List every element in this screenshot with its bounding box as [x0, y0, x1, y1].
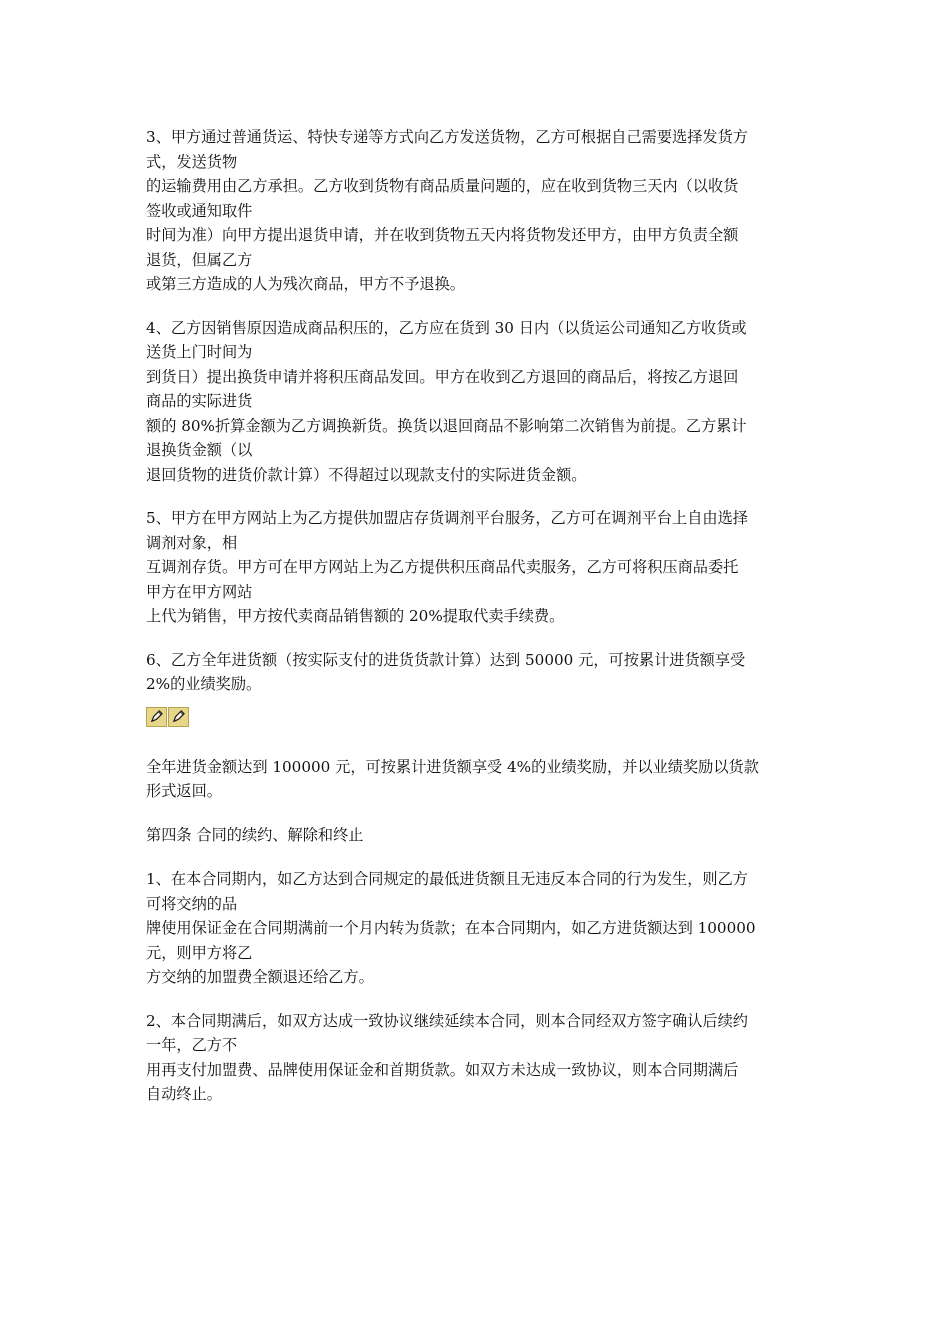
text-line: 形式返回。	[146, 782, 222, 800]
text-line: 元，则甲方将乙	[146, 943, 253, 962]
text-line: 5、甲方在甲方网站上为乙方提供加盟店存货调剂平台服务，乙方可在调剂平台上自由选择	[146, 509, 748, 527]
text-line: 签收或通知取件	[146, 201, 253, 220]
text-line: 2%的业绩奖励。	[146, 675, 262, 693]
document-body	[146, 125, 810, 1126]
text-line: 退换货金额（以	[146, 441, 253, 459]
paragraph-4	[146, 316, 810, 488]
section4-paragraph-2	[146, 1009, 810, 1107]
text-line: 式，发送货物	[146, 152, 238, 171]
text-line: 或第三方造成的人为残次商品，甲方不予退换。	[146, 275, 465, 293]
text-line: 方交纳的加盟费全额退还给乙方。	[146, 968, 374, 986]
text-line: 额的 80%折算金额为乙方调换新货。换货以退回商品不影响第二次销售为前提。乙方累计	[146, 416, 747, 435]
text-line: 3、甲方通过普通货运、特快专递等方式向乙方发送货物，乙方可根据自己需要选择发货方	[146, 128, 748, 146]
section4-paragraph-1	[146, 867, 810, 990]
text-line: 互调剂存货。甲方可在甲方网站上为乙方提供积压商品代卖服务，乙方可将积压商品委托	[146, 558, 739, 576]
paragraph-bonus	[146, 755, 810, 804]
text-line: 的运输费用由乙方承担。乙方收到货物有商品质量问题的，应在收到货物三天内（以收货	[146, 177, 739, 195]
pen-icon	[146, 707, 167, 727]
text-line: 1、在本合同期内，如乙方达到合同规定的最低进货额且无违反本合同的行为发生，则乙方	[146, 870, 748, 888]
text-line: 4、乙方因销售原因造成商品积压的，乙方应在货到 30 日内（以货运公司通知乙方收货或	[146, 318, 747, 337]
text-line: 自动终止。	[146, 1085, 222, 1103]
text-line: 2、本合同期满后，如双方达成一致协议继续延续本合同，则本合同经双方签字确认后续约	[146, 1011, 748, 1030]
text-line: 时间为准）向甲方提出退货申请，并在收到货物五天内将货物发还甲方，由甲方负责全额	[146, 226, 739, 244]
text-line: 商品的实际进货	[146, 392, 253, 410]
paragraph-5	[146, 506, 810, 629]
text-line: 退货，但属乙方	[146, 250, 253, 269]
text-line: 牌使用保证金在合同期满前一个月内转为货款；在本合同期内，如乙方进货额达到 100000	[146, 919, 756, 937]
text-line: 用再支付加盟费、品牌使用保证金和首期货款。如双方未达成一致协议，则本合同期满后	[146, 1060, 739, 1079]
text-line: 6、乙方全年进货额（按实际支付的进货货款计算）达到 50000 元，可按累计进货额享受	[146, 650, 746, 669]
text-line: 调剂对象，相	[146, 533, 238, 552]
text-line: 到货日）提出换货申请并将积压商品发回。甲方在收到乙方退回的商品后，将按乙方退回	[146, 367, 739, 386]
pen-icon	[168, 707, 189, 727]
section-heading	[146, 823, 810, 848]
text-line: 全年进货金额达到 100000 元，可按累计进货额享受 4%的业绩奖励，并以业绩奖励以货款	[146, 757, 759, 776]
paragraph-3	[146, 125, 810, 297]
heading-text: 第四条 合同的续约、解除和终止	[146, 825, 364, 844]
text-line: 一年，乙方不	[146, 1036, 238, 1054]
text-line: 送货上门时间为	[146, 343, 253, 361]
text-line: 甲方在甲方网站	[146, 582, 253, 601]
text-line: 上代为销售，甲方按代卖商品销售额的 20%提取代卖手续费。	[146, 607, 565, 625]
text-line: 可将交纳的品	[146, 894, 238, 913]
paragraph-6	[146, 648, 810, 697]
text-line: 退回货物的进货价款计算）不得超过以现款支付的实际进货金额。	[146, 465, 587, 484]
inline-icon-group	[146, 707, 810, 729]
